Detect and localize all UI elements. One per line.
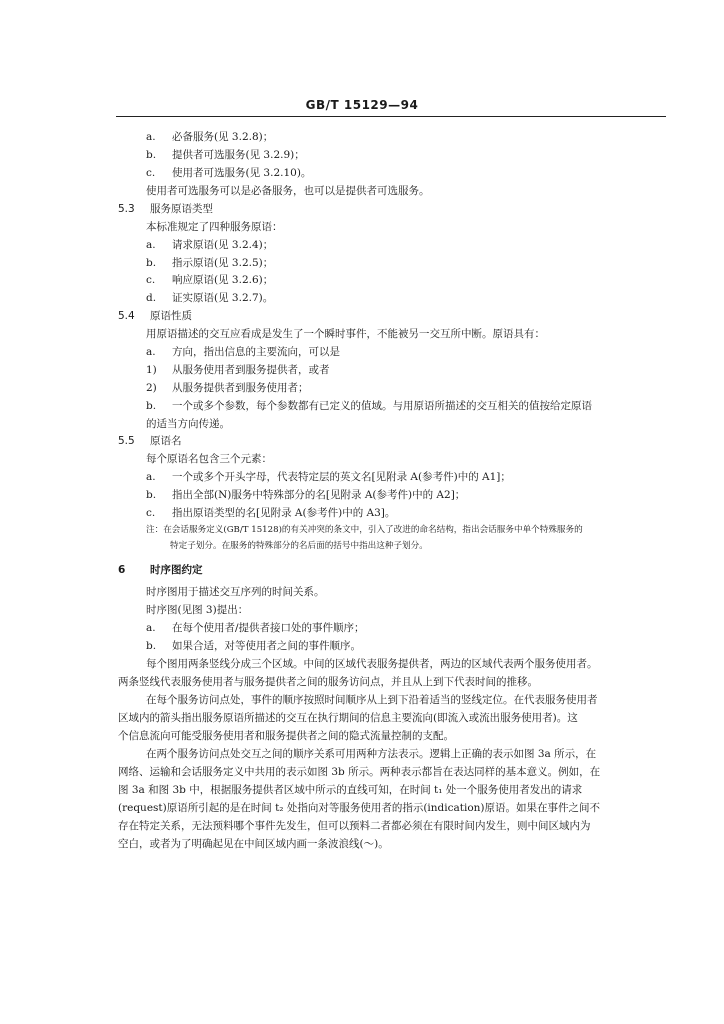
list-item bbox=[146, 166, 311, 180]
standard-number: GB/T 15129—94 bbox=[305, 98, 419, 112]
line-text: 使用者可选服务可以是必备服务，也可以是提供者可选服务。 bbox=[146, 185, 430, 197]
line-text: 指出原语类型的名[见附录 A(参考件)中的 A3]。 bbox=[172, 507, 396, 519]
line-text: 服务原语类型 bbox=[150, 203, 213, 215]
list-marker: d. bbox=[146, 292, 157, 304]
text-line bbox=[118, 801, 600, 815]
list-item bbox=[146, 273, 273, 287]
line-text: 空白，或者为了明确起见在中间区域内画一条波浪线(～)。 bbox=[118, 838, 389, 850]
text-line bbox=[146, 327, 545, 341]
text-line bbox=[118, 765, 600, 779]
list-marker: 2) bbox=[146, 382, 157, 394]
list-marker: b. bbox=[146, 257, 157, 269]
text-line bbox=[146, 585, 325, 599]
section-number: 5.5 bbox=[118, 435, 135, 447]
line-text: 在两个服务访问点处交互之间的顺序关系可用两种方法表示。逻辑上正确的表示如图 3a 所示，在 bbox=[146, 748, 597, 760]
list-item bbox=[146, 256, 273, 270]
section-heading bbox=[118, 309, 192, 323]
line-text: 一个或多个开头字母，代表特定层的英文名[见附录 A(参考件)中的 A1]； bbox=[172, 471, 511, 483]
list-item bbox=[146, 363, 330, 377]
list-marker: a. bbox=[146, 131, 156, 143]
line-text: 时序图(见图 3)提出： bbox=[146, 604, 249, 616]
line-text: 如果合适，对等使用者之间的事件顺序。 bbox=[172, 640, 361, 652]
line-text: 原语名 bbox=[150, 435, 182, 447]
text-line bbox=[118, 819, 591, 833]
line-text: 区域内的箭头指出服务原语所描述的交互在执行期间的信息主要流向(即流入或流出服务使用者)。这 bbox=[118, 712, 578, 724]
line-text: 两条竖线代表服务使用者与服务提供者之间的服务访问点，并且从上到下代表时间的推移。 bbox=[118, 676, 538, 688]
line-text: 本标准规定了四种服务原语： bbox=[146, 221, 283, 233]
line-text: 的适当方向传递。 bbox=[146, 418, 230, 430]
line-text: (request)原语所引起的是在时间 t₂ 处指向对等服务使用者的指示(indication)原语。如果在事件之间不 bbox=[118, 802, 601, 814]
text-line bbox=[146, 184, 430, 198]
text-line bbox=[118, 783, 582, 797]
list-item bbox=[146, 470, 511, 484]
list-item bbox=[146, 506, 395, 520]
text-line bbox=[146, 452, 272, 466]
line-text: 网络、运输和会话服务定义中共用的表示如图 3b 所示。两种表示都旨在表达同样的基本意义。例如，在 bbox=[118, 766, 601, 778]
list-item bbox=[146, 639, 361, 653]
list-item bbox=[146, 238, 273, 252]
line-text: 从服务使用者到服务提供者，或者 bbox=[172, 364, 330, 376]
list-item bbox=[146, 291, 273, 305]
line-text: 时序图用于描述交互序列的时间关系。 bbox=[146, 586, 325, 598]
list-marker: a. bbox=[146, 471, 156, 483]
note-line bbox=[146, 523, 583, 537]
text-line bbox=[118, 711, 578, 725]
list-item bbox=[146, 148, 305, 162]
text-line bbox=[146, 603, 248, 617]
line-text: 证实原语(见 3.2.7)。 bbox=[172, 292, 274, 304]
list-marker: c. bbox=[146, 274, 156, 286]
line-text: 响应原语(见 3.2.6)； bbox=[172, 274, 274, 286]
line-text: 在每个使用者/提供者接口处的事件顺序； bbox=[172, 622, 365, 634]
line-text: 特定子划分。在服务的特殊部分的名后面的括号中指出这种子划分。 bbox=[170, 541, 428, 551]
section-number: 6 bbox=[118, 564, 126, 576]
text-line bbox=[146, 657, 598, 671]
list-item bbox=[146, 381, 309, 395]
list-marker: b. bbox=[146, 149, 157, 161]
line-text: 从服务提供者到服务使用者； bbox=[172, 382, 309, 394]
line-text: 请求原语(见 3.2.4)； bbox=[172, 239, 274, 251]
list-marker: b. bbox=[146, 640, 157, 652]
text-line bbox=[118, 729, 454, 743]
line-text: 个信息流向可能受服务使用者和服务提供者之间的隐式流量控制的支配。 bbox=[118, 730, 454, 742]
list-item bbox=[146, 345, 340, 359]
line-text: 提供者可选服务(见 3.2.9)； bbox=[172, 149, 305, 161]
line-text: 方向，指出信息的主要流向，可以是 bbox=[172, 346, 340, 358]
section-heading bbox=[118, 202, 213, 216]
section-number: 5.3 bbox=[118, 203, 135, 215]
text-line bbox=[146, 220, 283, 234]
list-item bbox=[146, 621, 365, 635]
text-line bbox=[118, 837, 389, 851]
list-marker: b. bbox=[146, 489, 157, 501]
line-text: 用原语描述的交互应看成是发生了一个瞬时事件，不能被另一交互所中断。原语具有： bbox=[146, 328, 545, 340]
list-marker: c. bbox=[146, 167, 156, 179]
list-marker: a. bbox=[146, 346, 156, 358]
line-text: 原语性质 bbox=[150, 310, 192, 322]
section-heading bbox=[118, 563, 203, 577]
text-line bbox=[146, 747, 596, 761]
text-line bbox=[118, 675, 538, 689]
section-number: 5.4 bbox=[118, 310, 135, 322]
note-line bbox=[170, 539, 428, 553]
line-text: 在每个服务访问点处，事件的顺序按照时间顺序从上到下沿着适当的竖线定位。在代表服务使用者 bbox=[146, 694, 598, 706]
line-text: 每个原语名包含三个元素： bbox=[146, 453, 272, 465]
list-marker: b. bbox=[146, 400, 157, 412]
line-text: 使用者可选服务(见 3.2.10)。 bbox=[172, 167, 312, 179]
line-text: 必备服务(见 3.2.8)； bbox=[172, 131, 274, 143]
list-marker: 1) bbox=[146, 364, 157, 376]
line-text: 图 3a 和图 3b 中，根据服务提供者区域中所示的直线可知，在时间 t₁ 处一个服务使用者发出的请求 bbox=[118, 784, 583, 796]
line-text: 一个或多个参数，每个参数都有已定义的值域。与用原语所描述的交互相关的值按给定原语 bbox=[172, 400, 592, 412]
list-marker: a. bbox=[146, 239, 156, 251]
text-line bbox=[146, 693, 598, 707]
list-item bbox=[146, 488, 465, 502]
list-item bbox=[146, 399, 592, 413]
list-item bbox=[146, 130, 273, 144]
line-text: 注：在会话服务定义(GB/T 15128)的有关冲突的条文中，引入了改进的命名结构，指出会话服务中单个特殊服务的 bbox=[146, 525, 583, 535]
line-text: 指示原语(见 3.2.5)； bbox=[172, 257, 274, 269]
section-heading bbox=[118, 434, 182, 448]
line-text: 指出全部(N)服务中特殊部分的名[见附录 A(参考件)中的 A2]； bbox=[172, 489, 466, 501]
line-text: 时序图约定 bbox=[150, 564, 203, 576]
line-text: 每个图用两条竖线分成三个区域。中间的区域代表服务提供者，两边的区域代表两个服务使用者。 bbox=[146, 658, 598, 670]
line-text: 存在特定关系，无法预料哪个事件先发生，但可以预料二者都必须在有限时间内发生，则中间区域内为 bbox=[118, 820, 591, 832]
list-marker: a. bbox=[146, 622, 156, 634]
list-marker: c. bbox=[146, 507, 156, 519]
text-line bbox=[146, 417, 230, 431]
